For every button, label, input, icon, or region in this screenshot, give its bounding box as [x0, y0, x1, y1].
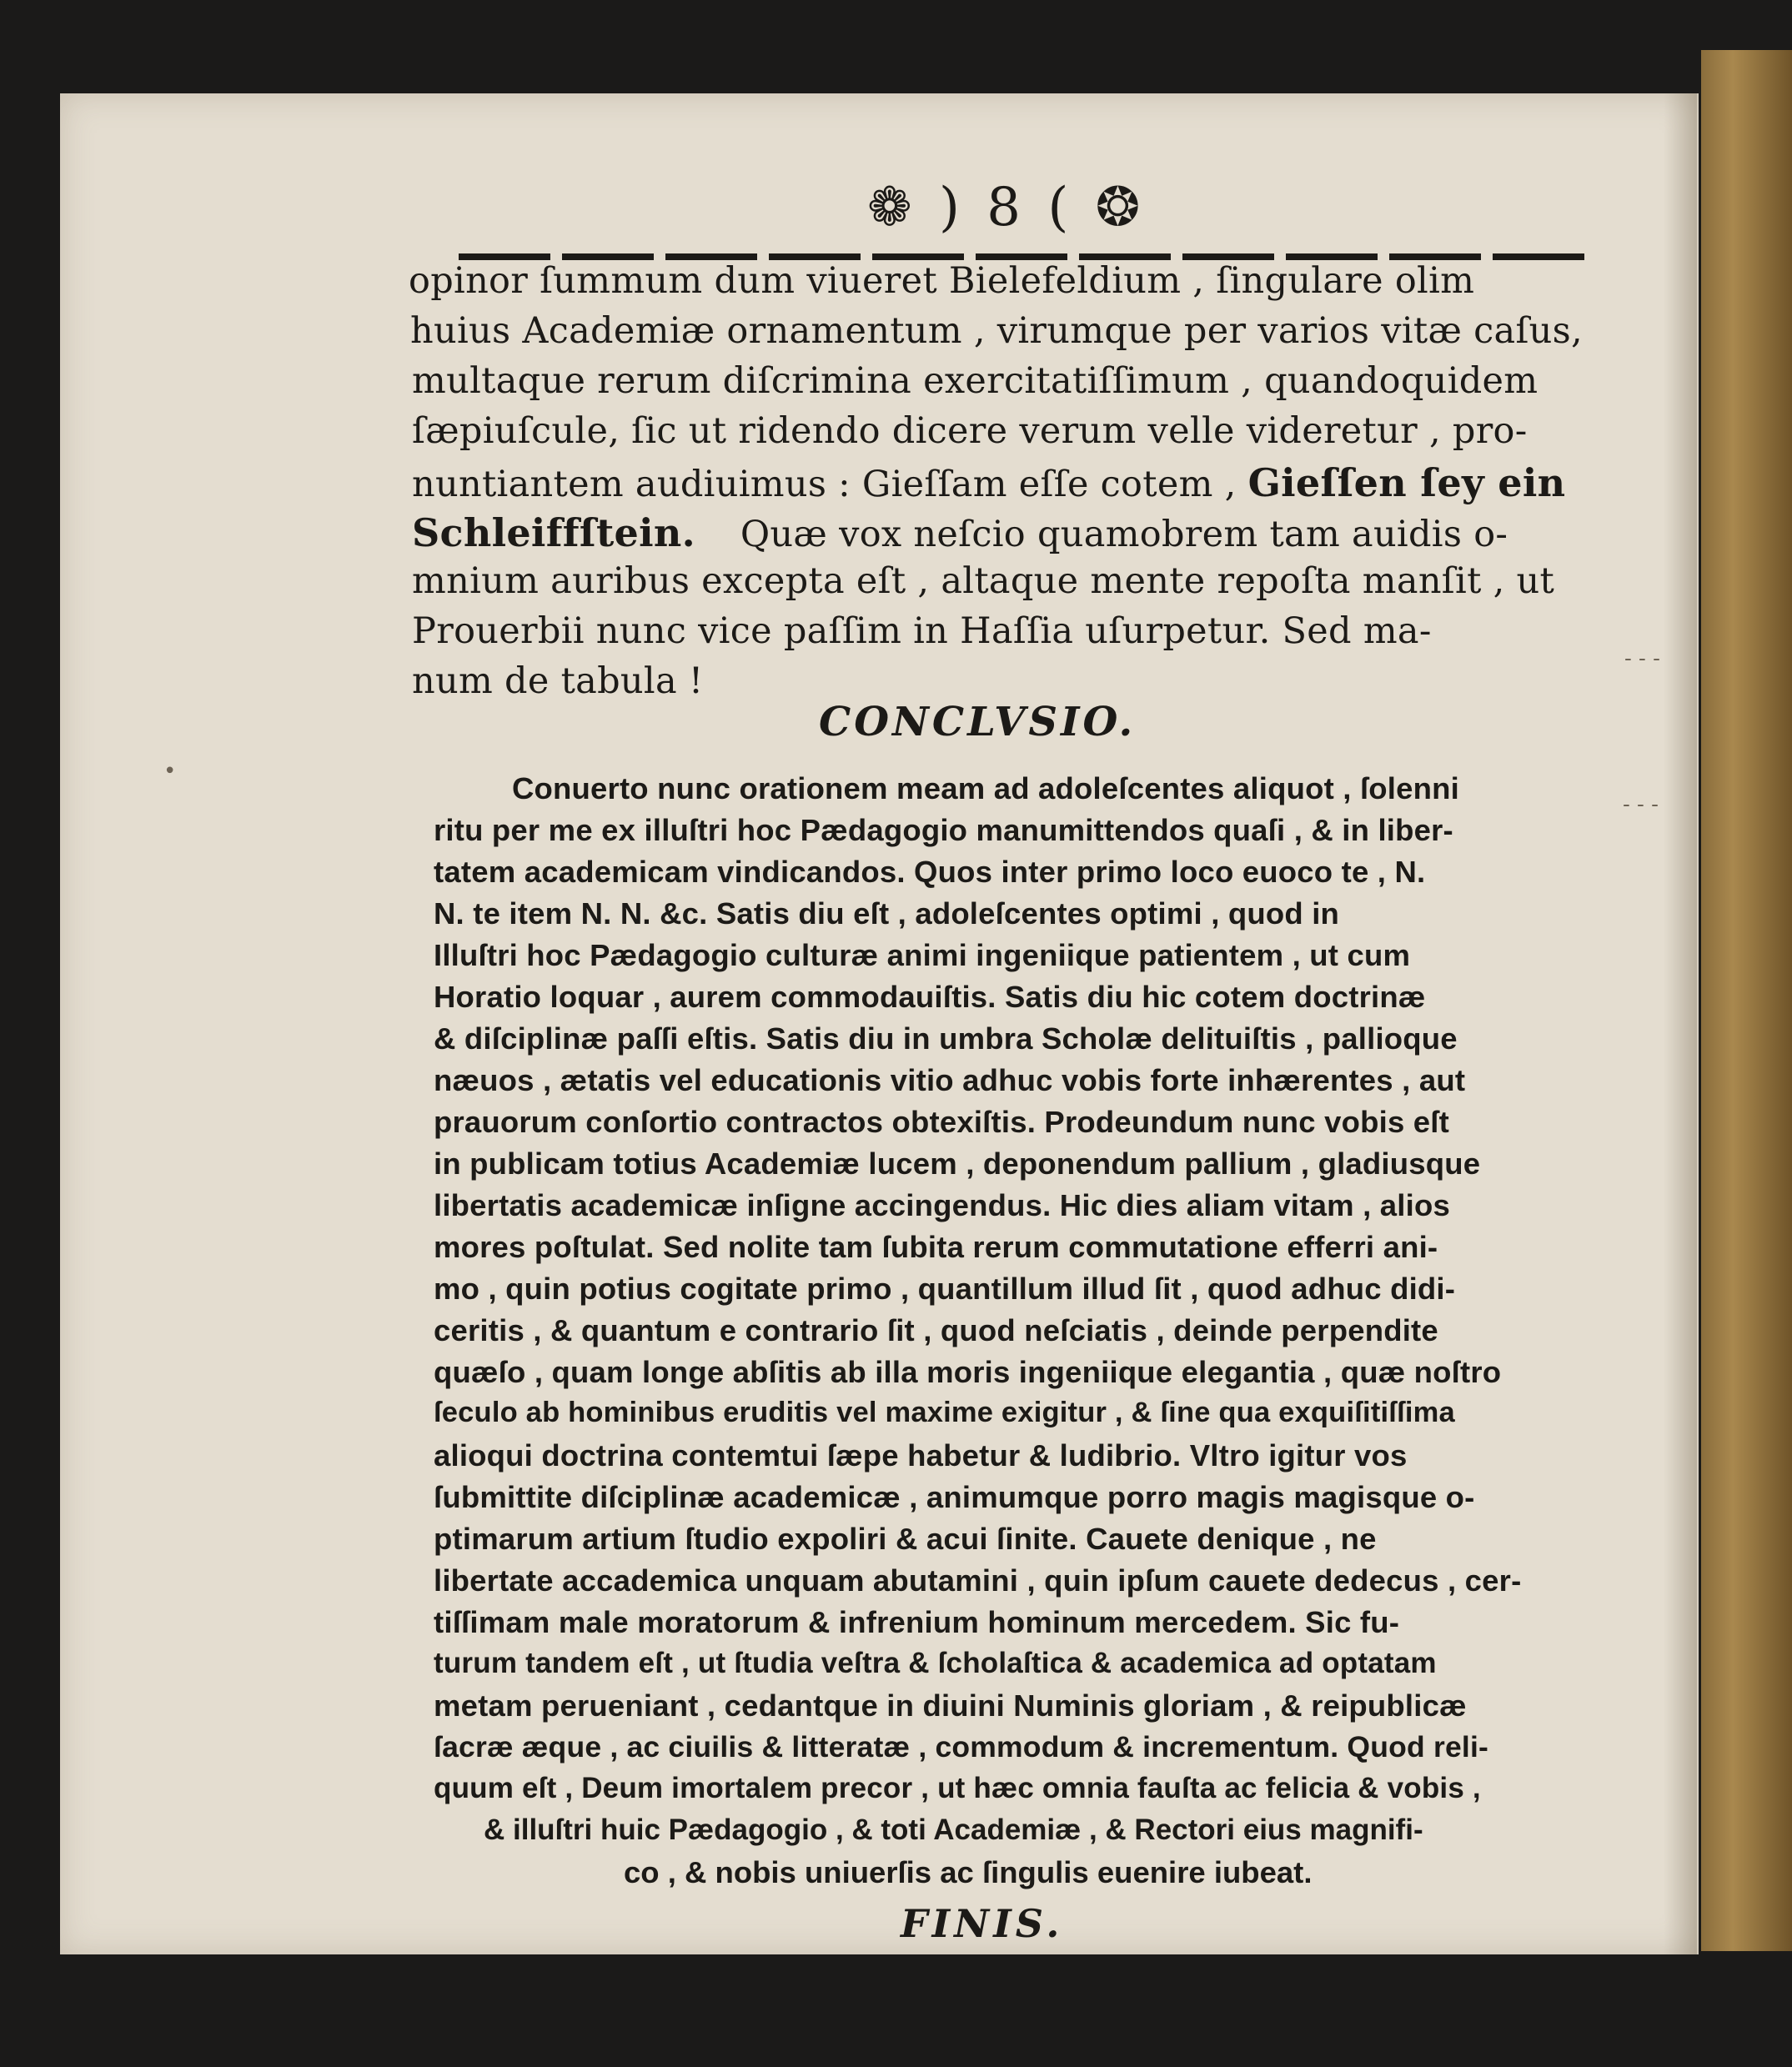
text-line: ſubmittite diſciplinæ academicæ , animumque porro magis magisque o-: [434, 1480, 1475, 1514]
page-header: [459, 177, 1591, 268]
text-line: num de tabula !: [412, 660, 704, 702]
text-line: ſæpiuſcule, ſic ut ridendo dicere verum velle videretur , pro-: [412, 410, 1528, 452]
text-line: turum tandem eſt , ut ſtudia veſtra & ſcholaſtica & academica ad optatam: [434, 1647, 1437, 1679]
text-line: ritu per me ex illuſtri hoc Pædagogio manumittendos quaſi , & in liber-: [434, 813, 1453, 847]
margin-mark: •: [163, 759, 177, 784]
text-line: ceritis , & quantum e contrario ſit , quod neſciatis , deinde perpendite: [434, 1313, 1438, 1347]
fraktur-quote: Gieſſen ſey ein: [1247, 460, 1566, 505]
text-line: libertate accademica unquam abutamini , quin ipſum cauete dedecus , cer-: [434, 1563, 1522, 1598]
text-line: libertatis academicæ inſigne accingendus. Hic dies aliam vitam , alios: [434, 1188, 1450, 1222]
text-line: ſacræ æque , ac ciuilis & litteratæ , commodum & incrementum. Quod reli-: [434, 1730, 1489, 1763]
text-line: ptimarum artium ſtudio expoliri & acui ſinite. Cauete denique , ne: [434, 1522, 1377, 1556]
text-line: Horatio loquar , aurem commodauiſtis. Satis diu hic cotem doctrinæ: [434, 980, 1426, 1014]
text-line: Illuſtri hoc Pædagogio culturæ animi ingeniique patientem , ut cum: [434, 938, 1411, 972]
text-line: Conuerto nunc orationem meam ad adoleſcentes aliquot , ſolenni: [512, 771, 1459, 805]
text-line: ſeculo ab hominibus eruditis vel maxime exigitur , & ſine qua exquiſitiſſima: [434, 1397, 1455, 1428]
text-line: næuos , ætatis vel educationis vitio adhuc vobis forte inhærentes , aut: [434, 1063, 1466, 1097]
text-line: in publicam totius Academiæ lucem , deponendum pallium , gladiusque: [434, 1146, 1481, 1181]
text-line: multaque rerum diſcrimina exercitatiſſimum , quandoquidem: [412, 360, 1539, 402]
text-line: huius Academiæ ornamentum , virumque per varios vitæ caſus,: [410, 310, 1584, 352]
page-number-ornament: ❁ ) 8 ( ❂: [867, 177, 1146, 238]
text-span: nuntiantem audiuimus : Gieſſam eſſe cotem ,: [412, 464, 1237, 505]
finis-label: FINIS.: [901, 1901, 1064, 1946]
page-edge-shadow: [1664, 93, 1697, 1954]
text-line: metam perueniant , cedantque in diuini Numinis gloriam , & reipublicæ: [434, 1688, 1467, 1723]
section-heading: CONCLVSIO.: [819, 699, 1137, 745]
margin-mark: - - -: [1623, 792, 1659, 817]
text-line: co , & nobis uniuerſis ac ſingulis euenire iubeat.: [624, 1855, 1313, 1889]
text-line: Prouerbii nunc vice paſſim in Haſſia uſurpetur. Sed ma-: [412, 610, 1432, 652]
text-line: [412, 510, 1508, 555]
book-spine: [1701, 50, 1792, 1951]
margin-mark: - - -: [1624, 646, 1660, 671]
text-line: [412, 460, 1565, 505]
text-line: prauorum conſortio contractos obtexiſtis. Prodeundum nunc vobis eſt: [434, 1105, 1450, 1139]
text-line: & illuſtri huic Pædagogio , & toti Academiæ , & Rectori eius magnifi-: [484, 1814, 1423, 1846]
text-line: N. te item N. N. &c. Satis diu eſt , adoleſcentes optimi , quod in: [434, 896, 1340, 931]
fraktur-quote: Schleiffſtein.: [412, 510, 695, 555]
text-line: tatem academicam vindicandos. Quos inter primo loco euoco te , N.: [434, 855, 1426, 889]
text-line: alioqui doctrina contemtui ſæpe habetur & ludibrio. Vltro igitur vos: [434, 1438, 1408, 1472]
text-line: quum eſt , Deum imortalem precor , ut hæc omnia fauſta ac felicia & vobis ,: [434, 1772, 1481, 1804]
text-span: Quæ vox neſcio quamobrem tam auidis o-: [740, 514, 1508, 555]
text-line: mnium auribus excepta eſt , altaque mente repoſta manſit , ut: [412, 560, 1555, 602]
text-line: opinor ſummum dum viueret Bielefeldium , ſingulare olim: [409, 260, 1475, 302]
text-line: tiſſimam male moratorum & infrenium hominum mercedem. Sic fu-: [434, 1605, 1400, 1639]
text-line: & diſciplinæ paſſi eſtis. Satis diu in umbra Scholæ delituiſtis , pallioque: [434, 1021, 1458, 1056]
text-line: mores poſtulat. Sed nolite tam ſubita rerum commutatione efferri ani-: [434, 1230, 1438, 1264]
text-line: mo , quin potius cogitate primo , quantillum illud ſit , quod adhuc didi-: [434, 1272, 1456, 1306]
text-line: quæſo , quam longe abſitis ab illa moris ingeniique elegantia , quæ noſtro: [434, 1355, 1502, 1389]
header-rule: [459, 253, 1591, 260]
